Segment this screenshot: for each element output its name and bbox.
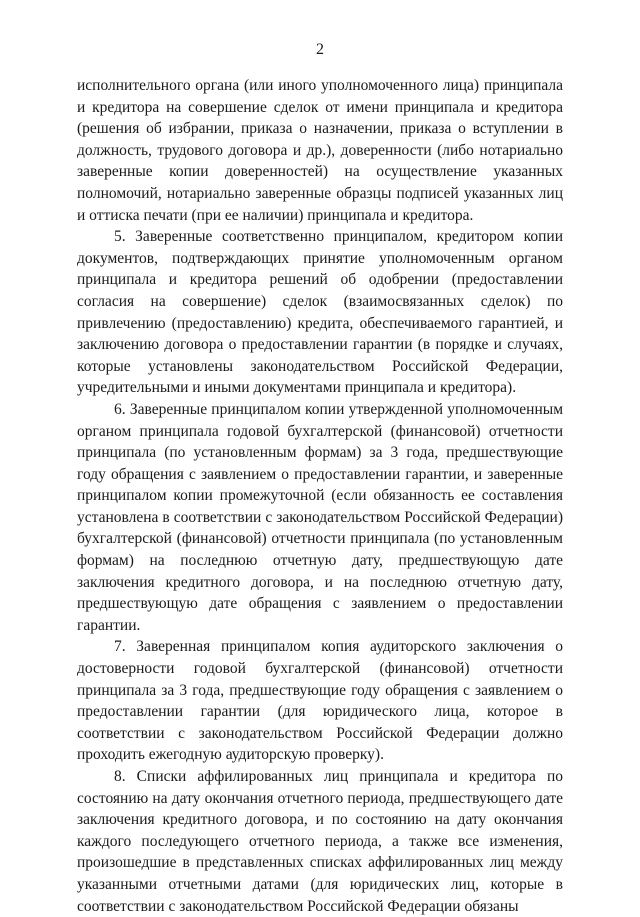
paragraph-continuation: исполнительного органа (или иного уполномоченного лица) принципала и кредитора на совершение сделок от имени принципала и кредитора (решения об избрании, приказа о назначении, приказа о вступлении в должность, трудового договора и др.), доверенности (либо нотариально заверенные копии доверенностей) на осуществление указанных полномочий, нотариально заверенные образцы подписей указанных лиц и оттиска печати (при ее наличии) принципала и кредитора. <box>77 77 563 224</box>
paragraph-item-5: 5. Заверенные соответственно принципалом, кредитором копии документов, подтверждающих принятие уполномоченным органом принципала и кредитора решений об одобрении (предоставлении согласия на совершение) сделок (взаимосвязанных сделок) по привлечению (предоставлению) кредита, обеспечиваемого гарантией, и заключению договора о предоставлении гарантии (в порядке и случаях, которые установлены законодательством Российской Федерации, учредительными и иными документами принципала и кредитора). <box>77 228 563 397</box>
page-number: 2 <box>316 41 324 58</box>
paragraph-item-8: 8. Списки аффилированных лиц принципала и кредитора по состоянию на дату окончания отчетного периода, предшествующего дате заключения кредитного договора, и по состоянию на дату окончания каждого последующего отчетного периода, а также все изменения, произошедшие в представленных списках аффилированных лиц между указанными отчетными датами (для юридических лиц, которые в соответствии с законодательством Российской Федерации обязаны <box>77 768 563 915</box>
paragraph-item-6: 6. Заверенные принципалом копии утвержденной уполномоченным органом принципала годовой бухгалтерской (финансовой) отчетности принципала (по установленным формам) за 3 года, предшествующие году обращения с заявлением о предоставлении гарантии, и заверенные принципалом копии промежуточной (если обязанность ее составления установлена в соответствии с законодательством Российской Федерации) бухгалтерской (финансовой) отчетности принципала (по установленным формам) на последнюю отчетную дату, предшествующую дате заключения кредитного договора, и на последнюю отчетную дату, предшествующую дате обращения с заявлением о предоставлении гарантии. <box>77 400 563 634</box>
paragraph-item-7: 7. Заверенная принципалом копия аудиторского заключения о достоверности годовой бухгалтерской (финансовой) отчетности принципала за 3 года, предшествующие году обращения с заявлением о предоставлении гарантии (для юридического лица, которое в соответствии с законодательством Российской Федерации должно проходить ежегодную аудиторскую проверку). <box>77 638 563 764</box>
document-body <box>77 75 563 917</box>
